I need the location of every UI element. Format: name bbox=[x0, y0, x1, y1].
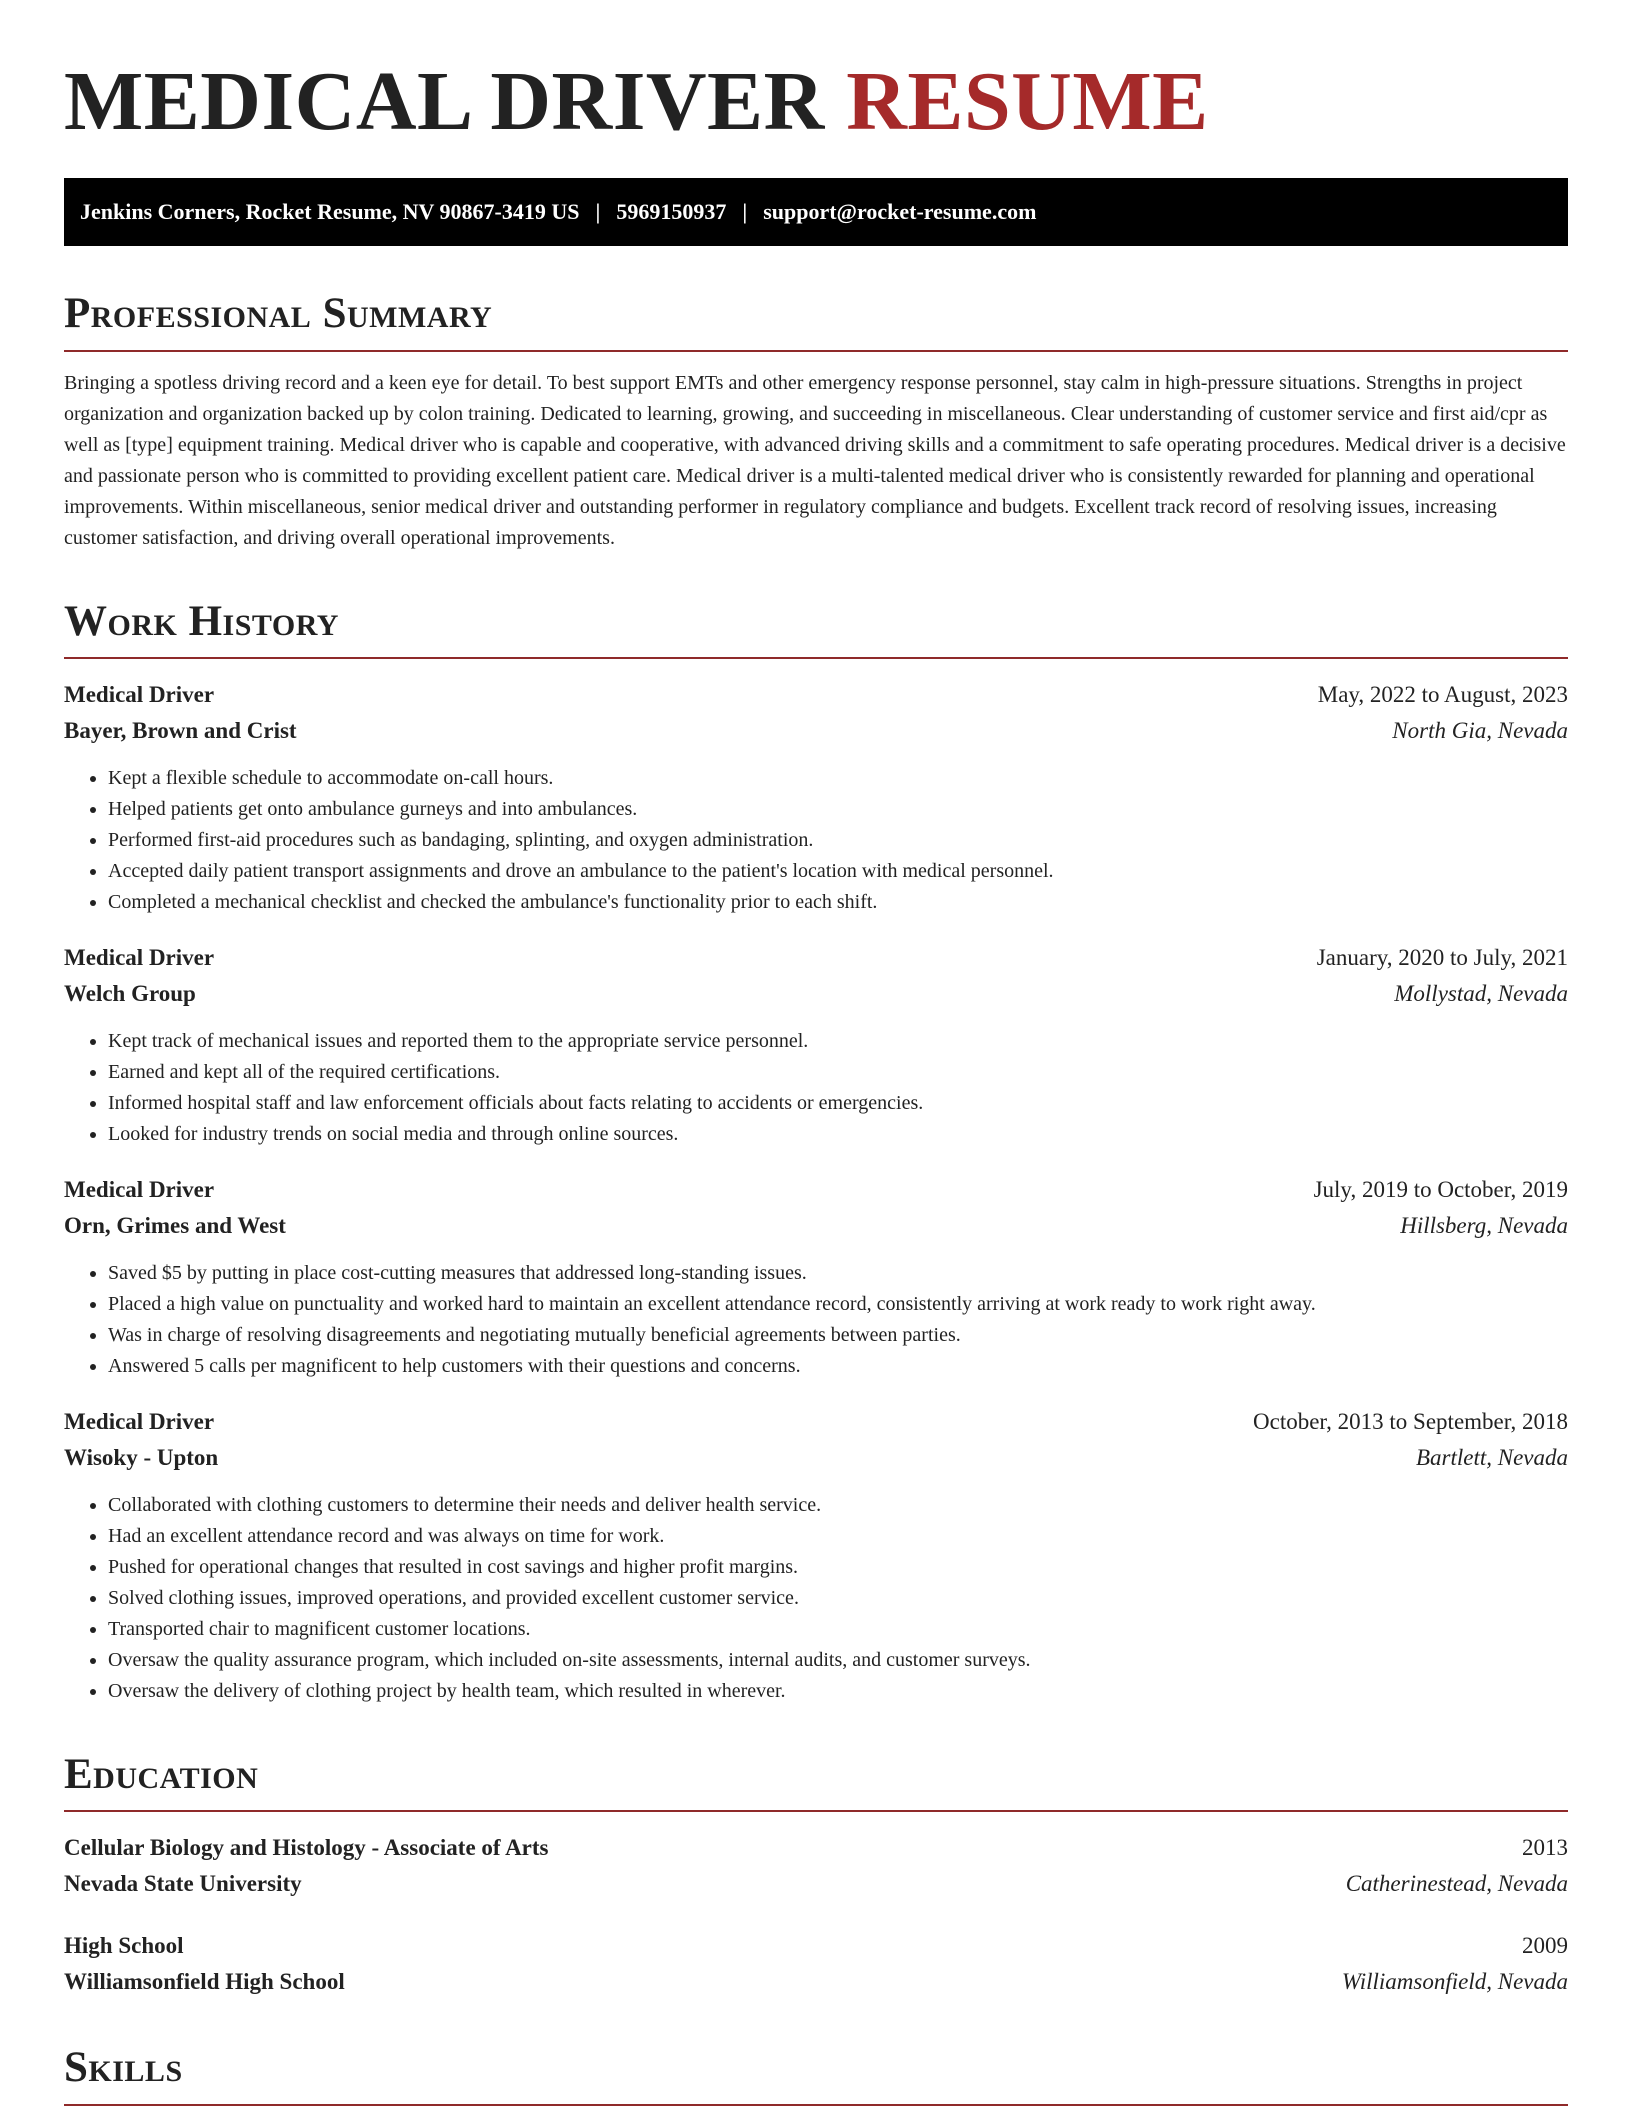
job-bullet: • Completed a mechanical checklist and checked the ambulance's functionality prior to each shift. bbox=[108, 887, 1568, 918]
job-bullet: • Was in charge of resolving disagreements and negotiating mutually beneficial agreements between parties. bbox=[108, 1320, 1568, 1351]
job-bullet: • Performed first-aid procedures such as bandaging, splinting, and oxygen administration. bbox=[108, 825, 1568, 856]
job-bullet: • Earned and kept all of the required certifications. bbox=[108, 1057, 1568, 1088]
job-bullet: • Kept a flexible schedule to accommodate on-call hours. bbox=[108, 763, 1568, 794]
job-dates: July, 2019 to October, 2019 bbox=[1313, 1176, 1568, 1202]
job-bullet: • Pushed for operational changes that resulted in cost savings and higher profit margins. bbox=[108, 1552, 1568, 1583]
section-heading-work: Work History bbox=[64, 598, 1568, 659]
education-location: Catherinestead, Nevada bbox=[1345, 1871, 1568, 1897]
job-bullet: • Had an excellent attendance record and was always on time for work. bbox=[108, 1521, 1568, 1552]
contact-phone: 5969150937 bbox=[616, 199, 727, 225]
work-history-list bbox=[64, 677, 1568, 1707]
job-bullets bbox=[64, 763, 1568, 918]
job-bullet: • Placed a high value on punctuality and worked hard to maintain an excellent attendance record, consistently arriving at work ready to work right away. bbox=[108, 1289, 1568, 1320]
contact-separator: | bbox=[595, 199, 601, 225]
job-dates: May, 2022 to August, 2023 bbox=[1317, 681, 1568, 707]
job-company: Bayer, Brown and Crist bbox=[64, 717, 297, 743]
job-company-row bbox=[64, 976, 1568, 1012]
contact-email: support@rocket-resume.com bbox=[763, 199, 1037, 225]
education-list bbox=[64, 1830, 1568, 2000]
job-location: Mollystad, Nevada bbox=[1394, 980, 1568, 1006]
job-location: North Gia, Nevada bbox=[1392, 717, 1568, 743]
section-heading-summary: Professional Summary bbox=[64, 290, 1568, 351]
job-header-row bbox=[64, 677, 1568, 713]
education-school-row bbox=[64, 1964, 1568, 2000]
job-bullet: • Looked for industry trends on social media and through online sources. bbox=[108, 1119, 1568, 1150]
education-entry bbox=[64, 1830, 1568, 1902]
contact-separator: | bbox=[742, 199, 748, 225]
resume-title bbox=[64, 56, 1568, 148]
education-entry bbox=[64, 1928, 1568, 2000]
education-year: 2009 bbox=[1522, 1933, 1568, 1959]
job-entry bbox=[64, 1404, 1568, 1707]
job-company-row bbox=[64, 1440, 1568, 1476]
job-title: Medical Driver bbox=[64, 944, 215, 970]
job-header-row bbox=[64, 940, 1568, 976]
job-entry bbox=[64, 677, 1568, 918]
education-degree-row bbox=[64, 1928, 1568, 1964]
job-bullet: • Accepted daily patient transport assignments and drove an ambulance to the patient's location with medical personnel. bbox=[108, 856, 1568, 887]
job-bullet: • Collaborated with clothing customers to determine their needs and deliver health service. bbox=[108, 1490, 1568, 1521]
section-heading-skills: Skills bbox=[64, 2044, 1568, 2105]
job-bullet: • Oversaw the delivery of clothing project by health team, which resulted in wherever. bbox=[108, 1676, 1568, 1707]
title-accent: RESUME bbox=[846, 55, 1209, 148]
job-company-row bbox=[64, 1208, 1568, 1244]
job-title: Medical Driver bbox=[64, 1408, 215, 1434]
job-bullet: • Informed hospital staff and law enforcement officials about facts relating to accidents or emergencies. bbox=[108, 1088, 1568, 1119]
job-bullet: • Kept track of mechanical issues and reported them to the appropriate service personnel. bbox=[108, 1026, 1568, 1057]
job-bullet: • Solved clothing issues, improved operations, and provided excellent customer service. bbox=[108, 1583, 1568, 1614]
job-bullets bbox=[64, 1258, 1568, 1382]
job-company-row bbox=[64, 713, 1568, 749]
education-school: Nevada State University bbox=[64, 1871, 302, 1897]
job-title: Medical Driver bbox=[64, 1176, 215, 1202]
job-company: Wisoky - Upton bbox=[64, 1444, 219, 1470]
education-degree: Cellular Biology and Histology - Associate of Arts bbox=[64, 1835, 549, 1861]
job-location: Hillsberg, Nevada bbox=[1400, 1212, 1568, 1238]
job-dates: January, 2020 to July, 2021 bbox=[1316, 944, 1568, 970]
education-degree-row bbox=[64, 1830, 1568, 1866]
title-main: MEDICAL DRIVER bbox=[64, 55, 825, 148]
education-location: Williamsonfield, Nevada bbox=[1341, 1969, 1568, 1995]
job-header-row bbox=[64, 1172, 1568, 1208]
contact-address: Jenkins Corners, Rocket Resume, NV 90867-3419 US bbox=[80, 199, 580, 225]
education-school-row bbox=[64, 1866, 1568, 1902]
education-degree: High School bbox=[64, 1933, 184, 1959]
job-company: Orn, Grimes and West bbox=[64, 1212, 286, 1238]
job-bullet: • Helped patients get onto ambulance gurneys and into ambulances. bbox=[108, 794, 1568, 825]
job-bullets bbox=[64, 1026, 1568, 1150]
professional-summary: Bringing a spotless driving record and a keen eye for detail. To best support EMTs and other emergency response personnel, stay calm in high-pressure situations. Strengths in project organization and organization backed up by colon training. Dedicated to learning, growing, and succeeding in miscellaneous. Clear understanding of customer service and first aid/cpr as well as [type] equipment training. Medical driver who is capable and cooperative, with advanced driving skills and a commitment to safe operating procedures. Medical driver is a decisive and passionate person who is committed to providing excellent patient care. Medical driver is a multi-talented medical driver who is consistently rewarded for planning and operational improvements. Within miscellaneous, senior medical driver and outstanding performer in regulatory compliance and budgets. Excellent track record of resolving issues, increasing customer satisfaction, and driving overall operational improvements. bbox=[64, 371, 1566, 549]
education-school: Williamsonfield High School bbox=[64, 1969, 345, 1995]
job-header-row bbox=[64, 1404, 1568, 1440]
job-bullet: • Oversaw the quality assurance program, which included on-site assessments, internal audits, and customer surveys. bbox=[108, 1645, 1568, 1676]
job-dates: October, 2013 to September, 2018 bbox=[1253, 1408, 1568, 1434]
job-bullet: • Transported chair to magnificent customer locations. bbox=[108, 1614, 1568, 1645]
job-bullet: • Answered 5 calls per magnificent to help customers with their questions and concerns. bbox=[108, 1351, 1568, 1382]
job-company: Welch Group bbox=[64, 980, 196, 1006]
section-heading-education: Education bbox=[64, 1751, 1568, 1812]
job-location: Bartlett, Nevada bbox=[1415, 1444, 1568, 1470]
job-title: Medical Driver bbox=[64, 681, 215, 707]
job-bullet: • Saved $5 by putting in place cost-cutting measures that addressed long-standing issues. bbox=[108, 1258, 1568, 1289]
job-entry bbox=[64, 1172, 1568, 1382]
job-entry bbox=[64, 940, 1568, 1150]
education-year: 2013 bbox=[1522, 1835, 1568, 1861]
job-bullets bbox=[64, 1490, 1568, 1707]
contact-bar bbox=[64, 178, 1568, 246]
